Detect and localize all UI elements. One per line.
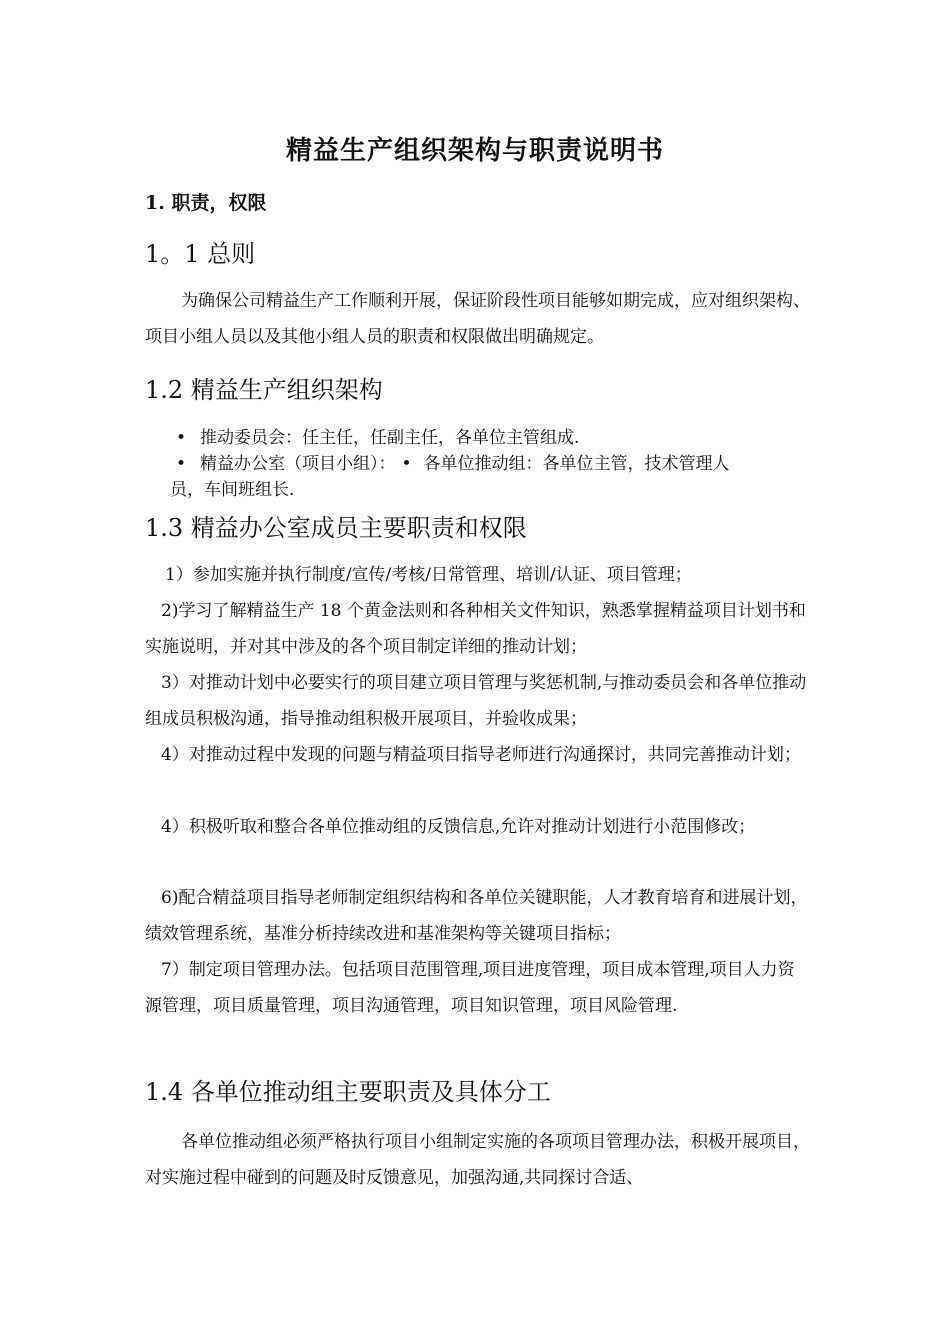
org-committee-text: 推动委员会：任主任，任副主任，各单位主管组成. bbox=[200, 428, 580, 448]
section-1-4-paragraph: 各单位推动组必须严格执行项目小组制定实施的各项项目管理办法，积极开展项目，对实施过程中碰到的问题及时反馈意见，加强沟通,共同探讨合适、 bbox=[145, 1132, 810, 1188]
duty-item: 1）参加实施并执行制度/宣传/考核/日常管理、培训/认证、项目管理； bbox=[165, 565, 692, 585]
section-1-4-heading: 1.4 各单位推动组主要职责及具体分工 bbox=[145, 1078, 551, 1106]
section-1-1-paragraph: 为确保公司精益生产工作顺利开展，保证阶段性项目能够如期完成，应对组织架构、项目小组人员以及其他小组人员的职责和权限做出明确规定。 bbox=[145, 291, 810, 347]
org-unit-text: 各单位推动组：各单位主管，技术管理人 bbox=[423, 454, 730, 474]
section-1-3-heading: 1.3 精益办公室成员主要职责和权限 bbox=[145, 514, 527, 542]
org-office-text: 精益办公室（项目小组）： bbox=[200, 454, 396, 474]
org-line-1 bbox=[170, 425, 810, 451]
bullet-icon: • bbox=[401, 454, 412, 474]
duty-item: 2)学习了解精益生产 18 个黄金法则和各种相关文件知识，熟悉掌握精益项目计划书和实施说明，并对其中涉及的各个项目制定详细的推动计划； bbox=[145, 601, 806, 657]
duty-item: 6)配合精益项目指导老师制定组织结构和各单位关键职能，人才教育培育和进展计划，绩效管理系统，基准分析持续改进和基准架构等关键项目指标； bbox=[145, 888, 808, 944]
duty-item: 4）积极听取和整合各单位推动组的反馈信息,允许对推动计划进行小范围修改； bbox=[161, 817, 756, 837]
bullet-icon: • bbox=[176, 428, 187, 448]
document-title: 精益生产组织架构与职责说明书 bbox=[285, 136, 664, 166]
section-1-1-heading: 1。1 总则 bbox=[145, 240, 256, 268]
org-structure-list bbox=[170, 425, 810, 503]
section-1-heading: 1. 职责，权限 bbox=[145, 192, 267, 214]
duty-item: 4）对推动过程中发现的问题与精益项目指导老师进行沟通探讨，共同完善推动计划； bbox=[161, 745, 801, 765]
org-line-2 bbox=[170, 451, 810, 477]
duty-item: 3）对推动计划中必要实行的项目建立项目管理与奖惩机制,与推动委员会和各单位推动组成员积极沟通，指导推动组积极开展项目，并验收成果； bbox=[145, 673, 807, 729]
section-1-2-heading: 1.2 精益生产组织架构 bbox=[145, 376, 383, 404]
duty-item: 7）制定项目管理办法。包括项目范围管理,项目进度管理，项目成本管理,项目人力资源管理，项目质量管理，项目沟通管理，项目知识管理，项目风险管理. bbox=[145, 960, 795, 1016]
bullet-icon: • bbox=[176, 454, 187, 474]
org-unit-text-cont: 员，车间班组长. bbox=[170, 480, 295, 500]
org-line-3 bbox=[170, 477, 810, 503]
